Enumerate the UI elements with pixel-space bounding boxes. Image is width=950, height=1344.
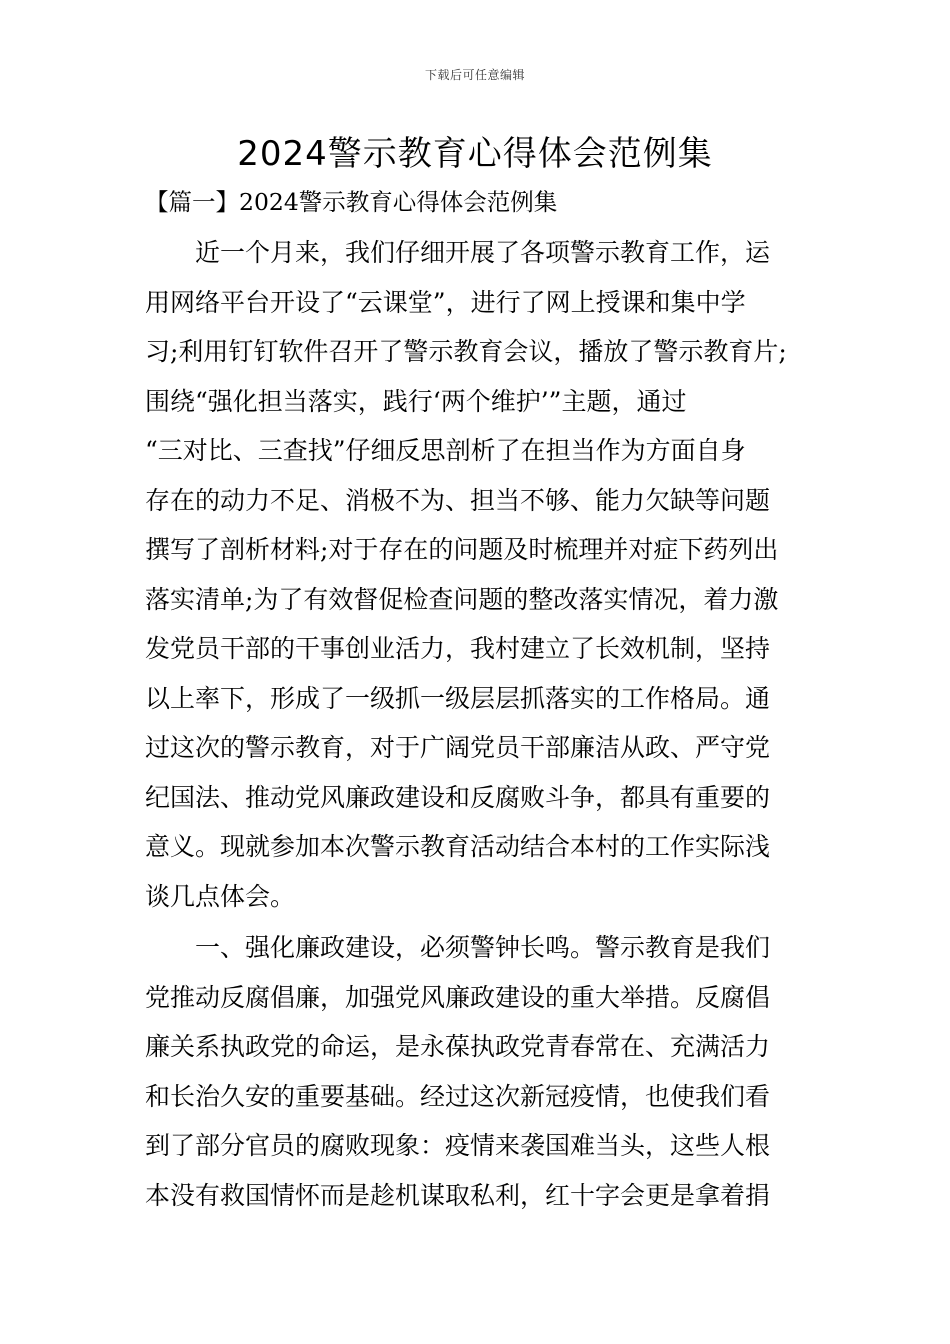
paragraph-line: 习;利用钉钉软件召开了警示教育会议，播放了警示教育片; [145,337,787,366]
paragraph-line: 围绕“强化担当落实，践行‘两个维护’”主题，通过 [145,386,687,416]
paragraph-line: 廉关系执政党的命运，是永葆执政党青春常在、充满活力 [145,1032,771,1061]
paragraph-line: “三对比、三查找”仔细反思剖析了在担当作为方面自身 [145,436,746,465]
paragraph-line: 谈几点体会。 [145,881,296,911]
paragraph-line: 一、强化廉政建设，必须警钟长鸣。警示教育是我们 [145,933,771,962]
paragraph-line: 意义。现就参加本次警示教育活动结合本村的工作实际浅 [145,832,771,861]
header-note: 下载后可任意编辑 [424,68,525,82]
paragraph-line: 发党员干部的干事创业活力，我村建立了长效机制，坚持 [145,634,771,663]
paragraph-line: 党推动反腐倡廉，加强党风廉政建设的重大举措。反腐倡 [145,982,771,1012]
paragraph-line: 过这次的警示教育，对于广阔党员干部廉洁从政、严守党 [145,733,771,762]
paragraph-line: 存在的动力不足、消极不为、担当不够、能力欠缺等问题 [145,485,771,515]
paragraph-line: 本没有救国情怀而是趁机谋取私利，红十字会更是拿着捐 [145,1180,771,1210]
paragraph-line: 到了部分官员的腐败现象：疫情来袭国难当头，这些人根 [145,1131,771,1160]
paragraph-line: 以上率下，形成了一级抓一级层层抓落实的工作格局。通 [145,683,771,713]
paragraph-line: 纪国法、推动党风廉政建设和反腐败斗争，都具有重要的 [145,782,771,812]
paragraph-2 [145,923,805,1220]
paragraph-line: 和长治久安的重要基础。经过这次新冠疫情，也使我们看 [145,1081,771,1111]
paragraph-line: 撰写了剖析材料;对于存在的问题及时梳理并对症下药列出 [145,535,779,564]
document-title: 2024警示教育心得体会范例集 [237,134,713,174]
paragraph-line: 落实清单;为了有效督促检查问题的整改落实情况，着力激 [145,584,779,614]
paragraph-line: 用网络平台开设了“云课堂”，进行了网上授课和集中学 [145,287,746,317]
section-label: 【篇一】2024警示教育心得体会范例集 [145,188,558,216]
paragraph-1 [145,228,805,921]
paragraph-line: 近一个月来，我们仔细开展了各项警示教育工作，运 [145,238,771,267]
